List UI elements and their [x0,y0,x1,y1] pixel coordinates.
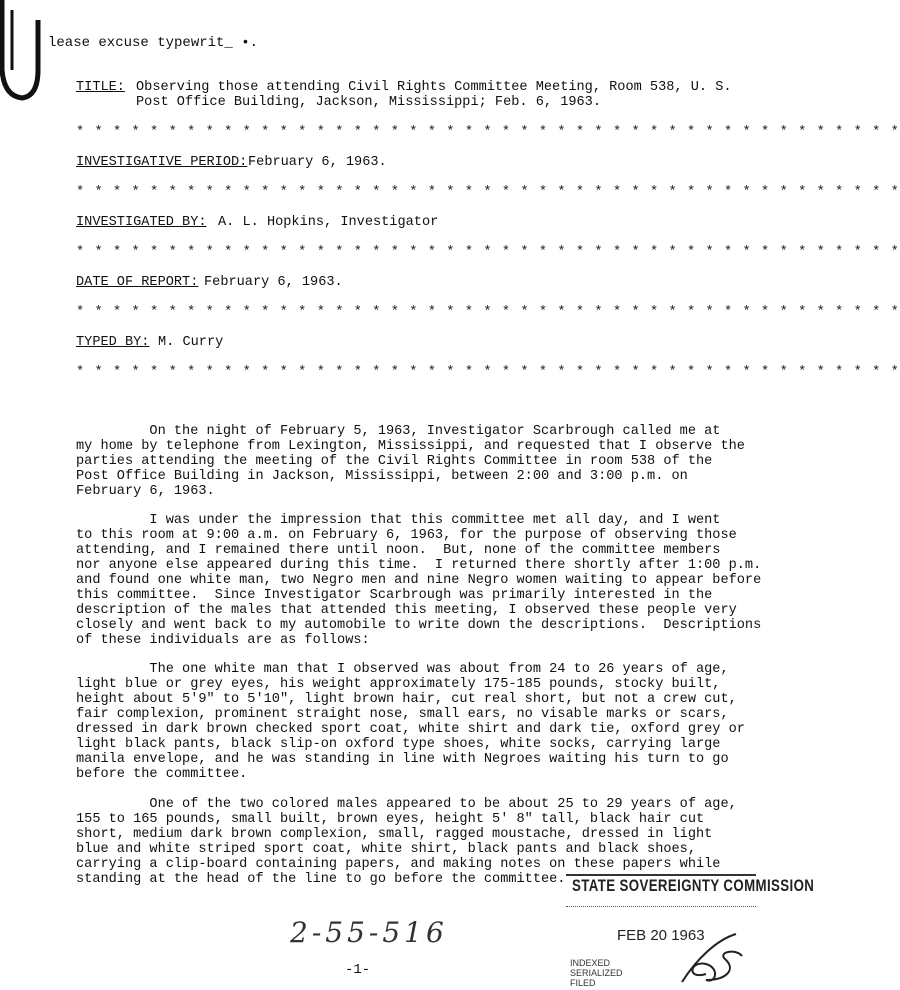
typewriter-note: lease excuse typewrit_ •. [48,35,259,51]
text-line: light black pants, black slip-on oxford type shoes, white socks, carrying large [76,737,721,752]
period-value: February 6, 1963. [248,155,387,170]
date-value: February 6, 1963. [204,275,343,290]
text-line: standing at the head of the line to go before the committee. [76,872,566,887]
punch-hole-mark [0,0,40,100]
text-line: short, medium dark brown complexion, small, ragged moustache, dressed in light [76,827,713,842]
typed-value: M. Curry [158,335,224,350]
text-line: closely and went back to my automobile to write down the descriptions. Descriptions [76,618,762,633]
text-line: description of the males that attended this meeting, I observed these people very [76,603,737,618]
stamp-title: STATE SOVEREIGNTY COMMISSION [572,876,815,895]
title-label: TITLE: [76,80,125,95]
text-line: and found one white man, two Negro men and nine Negro women waiting to appear before [76,573,762,588]
text-line: light blue or grey eyes, his weight approximately 175-185 pounds, stocky built, [76,677,721,692]
date-label: DATE OF REPORT: [76,275,199,290]
text-line: carrying a clip-board containing papers, and making notes on these papers while [76,857,721,872]
separator: * * * * * * * * * * * * * * * * * * * * * * * * * * * * * * * * * * * * * * * * * * * * * [76,305,900,320]
paragraph-1 [76,424,745,499]
text-line: to this room at 9:00 a.m. on February 6, 1963, for the purpose of observing those [76,528,737,543]
text-line: nor anyone else appeared during this time. I returned there shortly after 1:00 p.m. [76,558,762,573]
investigated-label: INVESTIGATED BY: [76,215,207,230]
text-line: Post Office Building in Jackson, Mississippi, between 2:00 and 3:00 p.m. on [76,469,688,484]
text-line: 155 to 165 pounds, small built, brown eyes, height 5' 8" tall, black hair cut [76,812,705,827]
text-line: of these individuals are as follows: [76,633,370,648]
file-number: 2-55-516 [290,916,448,949]
handwritten-initials-mark [676,930,748,986]
separator: * * * * * * * * * * * * * * * * * * * * * * * * * * * * * * * * * * * * * * * * * * * * * [76,185,900,200]
separator: * * * * * * * * * * * * * * * * * * * * * * * * * * * * * * * * * * * * * * * * * * * * * [76,125,900,140]
text-line: parties attending the meeting of the Civil Rights Committee in room 538 of the [76,454,713,469]
text-line: attending, and I remained there until noon. But, none of the committee members [76,543,721,558]
stamp-date: FEB 20 1963 [617,927,705,944]
separator: * * * * * * * * * * * * * * * * * * * * * * * * * * * * * * * * * * * * * * * * * * * * * [76,365,900,380]
text-line: blue and white striped sport coat, white shirt, black pants and black shoes, [76,842,696,857]
separator: * * * * * * * * * * * * * * * * * * * * * * * * * * * * * * * * * * * * * * * * * * * * * [76,245,900,260]
text-line: fair complexion, prominent straight nose, small ears, no visable marks or scars, [76,707,729,722]
stamp-serialized: SERIALIZED [570,968,623,978]
text-line: On the night of February 5, 1963, Investigator Scarbrough called me at [76,424,721,439]
investigated-value: A. L. Hopkins, Investigator [218,215,439,230]
title-line-1: Observing those attending Civil Rights Committee Meeting, Room 538, U. S. [136,80,732,95]
text-line: February 6, 1963. [76,484,215,499]
text-line: I was under the impression that this committee met all day, and I went [76,513,721,528]
text-line: before the committee. [76,767,248,782]
stamp-filed: FILED [570,978,596,988]
paragraph-2 [76,513,762,648]
title-line-2: Post Office Building, Jackson, Mississippi; Feb. 6, 1963. [136,95,601,110]
text-line: this committee. Since Investigator Scarbrough was primarily interested in the [76,588,713,603]
text-line: dressed in dark brown checked sport coat, white shirt and dark tie, oxford grey or [76,722,745,737]
typed-label: TYPED BY: [76,335,150,350]
text-line: my home by telephone from Lexington, Mississippi, and requested that I observe the [76,439,745,454]
stamp-indexed: INDEXED [570,958,611,968]
period-label: INVESTIGATIVE PERIOD: [76,155,248,170]
text-line: The one white man that I observed was about from 24 to 26 years of age, [76,662,729,677]
text-line: height about 5'9" to 5'10", light brown hair, cut real short, but not a crew cut, [76,692,737,707]
page-number: -1- [345,962,371,978]
paragraph-3 [76,662,745,782]
text-line: manila envelope, and he was standing in line with Negroes waiting his turn to go [76,752,729,767]
text-line: One of the two colored males appeared to be about 25 to 29 years of age, [76,797,737,812]
